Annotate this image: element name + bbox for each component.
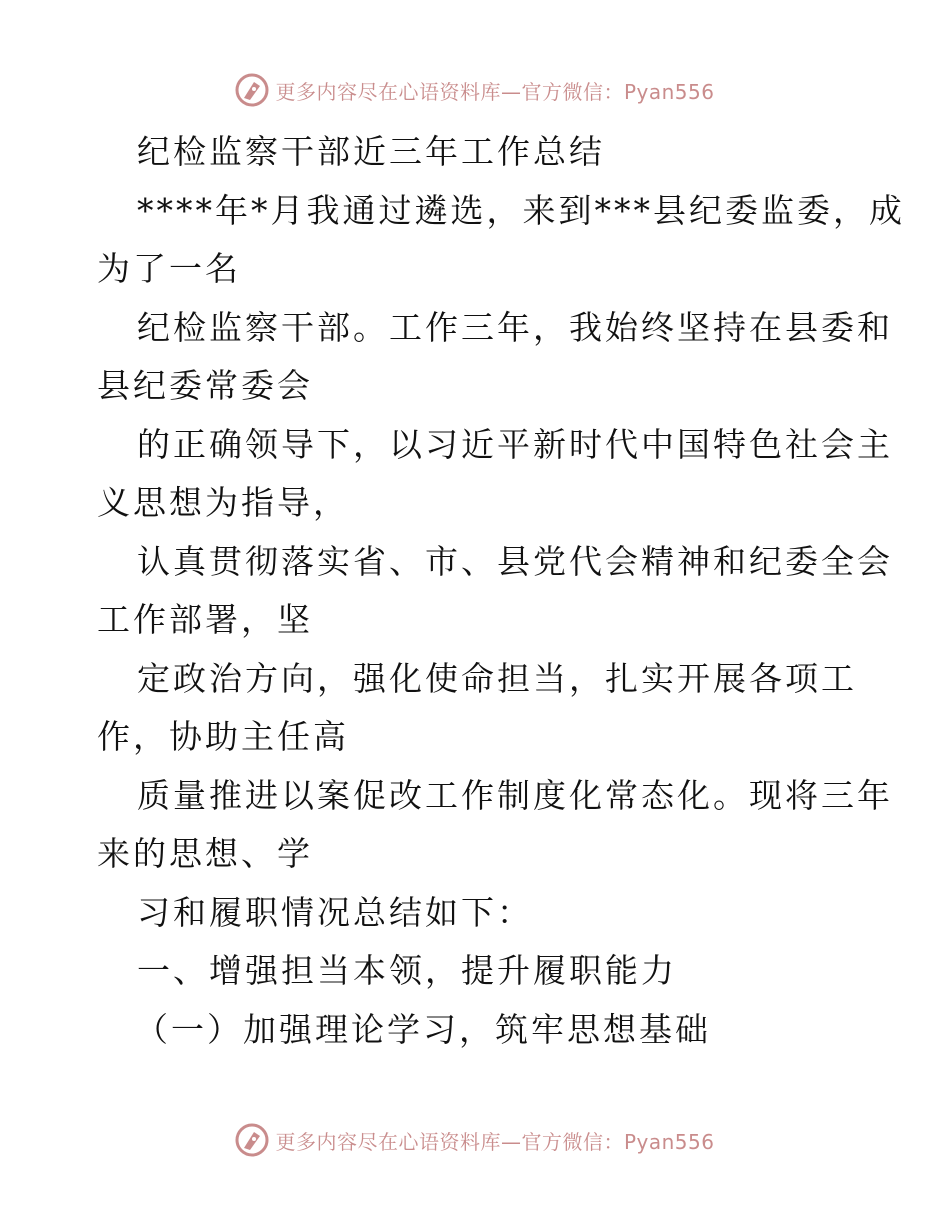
- paragraph-line: 作，协助主任高: [97, 717, 349, 756]
- footer-watermark: [0, 1120, 950, 1160]
- watermark-text: 更多内容尽在心语资料库—官方微信：Pyan556: [275, 1129, 715, 1154]
- paragraph-line: 定政治方向，强化使命担当，扎实开展各项工: [137, 658, 857, 698]
- section-heading: 一、增强担当本领，提升履职能力: [137, 951, 677, 990]
- watermark-text: 更多内容尽在心语资料库—官方微信：Pyan556: [275, 79, 715, 104]
- paragraph-line: ****年*月我通过遴选，来到***县纪委监委，成: [137, 190, 905, 230]
- paragraph-line: 为了一名: [97, 249, 241, 288]
- subsection-heading: （一）加强理论学习，筑牢思想基础: [135, 1009, 711, 1049]
- paragraph-line: 的正确领导下，以习近平新时代中国特色社会主: [137, 424, 893, 464]
- paragraph-line: 义思想为指导，: [97, 483, 349, 522]
- paragraph-line: 来的思想、学: [97, 834, 313, 873]
- header-watermark: [0, 70, 950, 110]
- paragraph-line: 质量推进以案促改工作制度化常态化。现将三年: [137, 775, 893, 815]
- paragraph-line: 认真贯彻落实省、市、县党代会精神和纪委全会: [137, 541, 893, 581]
- pen-nib-icon: [235, 1123, 269, 1157]
- paragraph-line: 习和履职情况总结如下：: [137, 892, 533, 932]
- document-title: 纪检监察干部近三年工作总结: [137, 132, 605, 171]
- paragraph-line: 纪检监察干部。工作三年，我始终坚持在县委和: [137, 307, 893, 347]
- pen-nib-icon: [235, 73, 269, 107]
- document-body: [97, 123, 905, 1059]
- paragraph-line: 工作部署，坚: [97, 600, 313, 639]
- paragraph-line: 县纪委常委会: [97, 366, 313, 405]
